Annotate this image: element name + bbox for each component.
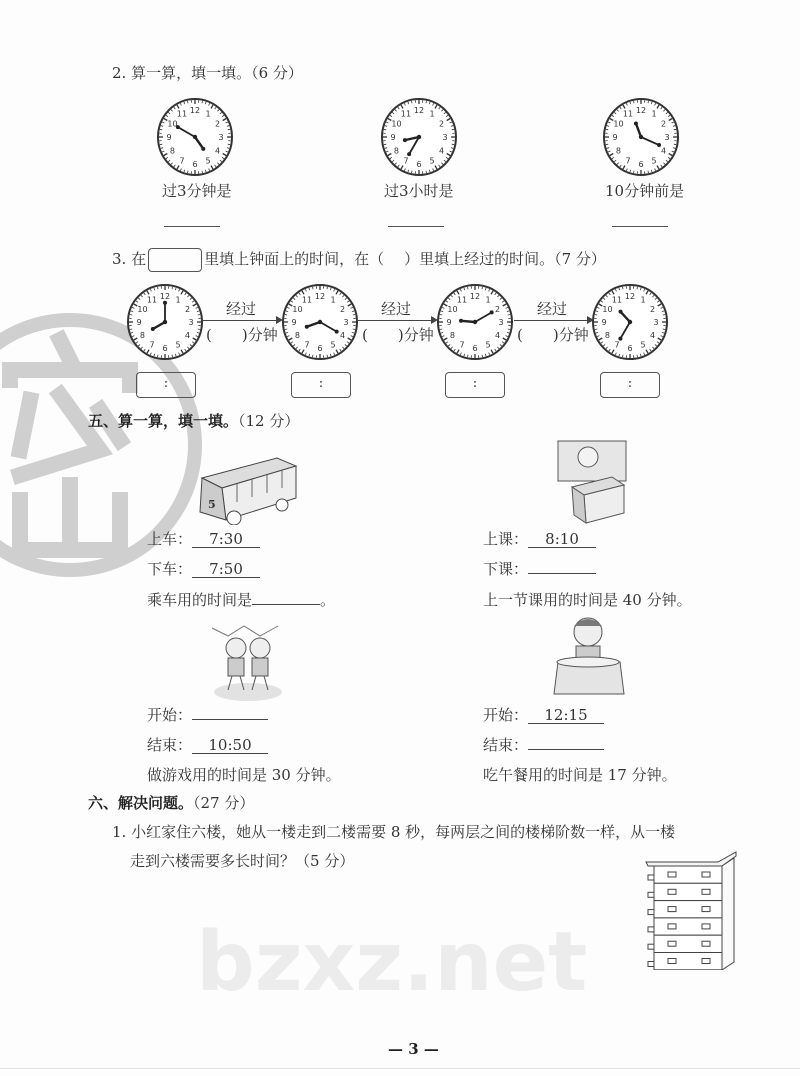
bus-alight-row: [147, 558, 260, 579]
clock-tick: [188, 101, 189, 103]
clock-tick: [327, 287, 328, 289]
bus-number: 5: [208, 498, 216, 511]
alight-time: 7:50: [192, 561, 260, 578]
clock-caption: 10分钟前是: [605, 182, 685, 200]
clock-numeral: 1: [330, 295, 336, 305]
clock-tick: [637, 287, 638, 289]
lunch-start-row: [483, 704, 604, 725]
building-floor: [654, 918, 722, 935]
clock-face: [156, 97, 234, 177]
time-answer-box[interactable]: :: [291, 372, 351, 398]
clock-numeral: 1: [651, 109, 657, 119]
clock-tick: [202, 101, 203, 103]
clock-tick: [606, 129, 608, 130]
clock-tick: [482, 355, 483, 357]
clock-tick: [412, 101, 413, 103]
clock-numeral: 4: [184, 331, 191, 340]
building-stair: [648, 875, 654, 880]
lunch-end-label: 结束：: [483, 736, 529, 754]
clock-center: [639, 135, 643, 139]
minutes-blank[interactable]: ( )分钟: [206, 326, 278, 344]
arrow-label: 经过: [226, 300, 257, 318]
clock-face: [380, 97, 458, 177]
arrow: [203, 320, 281, 321]
board-label: 上车：: [147, 530, 193, 548]
clock-tick: [384, 144, 386, 145]
building-window: [668, 907, 676, 912]
question-2-title: 2. 算一算，填一填。（6 分）: [112, 64, 303, 82]
clock-numeral: 9: [291, 318, 297, 327]
clock-center: [318, 320, 322, 324]
site-watermark: bzxz.net: [196, 915, 588, 1010]
kid-eating-illustration: [550, 610, 628, 698]
arrow: [514, 320, 592, 321]
clock-tick: [327, 355, 328, 357]
clock-center: [163, 320, 167, 324]
q3-title-suffix: ）里填上经过的时间。（7 分）: [404, 250, 606, 268]
building-window: [702, 959, 710, 964]
clock-numeral: 1: [429, 109, 435, 119]
clock-numeral: 3: [442, 133, 448, 142]
clock-numeral: 4: [438, 146, 445, 156]
clock-numeral: 10: [292, 305, 303, 314]
clock-numeral: 9: [446, 318, 452, 327]
clock-numeral: 1: [485, 295, 491, 305]
bus-question-text: 乘车用的时间是: [147, 591, 253, 609]
clock-tick: [198, 315, 200, 316]
clock-face: [591, 283, 669, 361]
clock-tick: [198, 329, 200, 330]
clock-numeral: 10: [613, 119, 624, 129]
game-end-label: 结束：: [147, 736, 193, 754]
clock-center: [193, 135, 197, 139]
clock-numeral: 11: [400, 109, 412, 119]
clock-tick: [595, 315, 597, 316]
time-answer-box[interactable]: :: [600, 372, 660, 398]
clock-numeral: 9: [136, 318, 142, 327]
game-end-row: [147, 734, 268, 755]
building-window: [668, 941, 676, 946]
clock-numeral: 7: [625, 156, 631, 166]
answer-line[interactable]: [164, 226, 220, 227]
building-stair: [648, 910, 654, 915]
clock-tick: [674, 144, 676, 145]
building-roof: [646, 852, 736, 866]
arrow-label: 经过: [381, 300, 412, 318]
clock-numeral: 9: [390, 133, 396, 142]
clock-numeral: 8: [604, 331, 611, 340]
clock-caption: 过3小时是: [384, 182, 454, 200]
hour-hand-tip: [305, 325, 309, 329]
arrow: [358, 320, 436, 321]
clock-tick: [452, 129, 454, 130]
bus-question: [147, 589, 335, 610]
clock-numeral: 11: [622, 109, 634, 119]
clock-numeral: 6: [472, 344, 478, 353]
clock-tick: [634, 171, 635, 173]
clock-numeral: 4: [494, 331, 501, 340]
clock-center: [473, 320, 477, 324]
clock-numeral: 10: [391, 119, 402, 129]
clock-numeral: 10: [167, 119, 178, 129]
minute-hand-tip: [490, 310, 494, 314]
clock-tick: [663, 329, 665, 330]
building-window: [668, 872, 676, 877]
building-window: [668, 924, 676, 929]
clock-numeral: 3: [498, 318, 504, 327]
clock-tick: [595, 329, 597, 330]
section-6-title: [88, 792, 254, 813]
clock-numeral: 7: [179, 156, 185, 166]
clock-numeral: 11: [456, 295, 468, 305]
class-start-label: 上课：: [483, 530, 529, 548]
clock-numeral: 12: [469, 292, 481, 301]
clock-numeral: 6: [638, 160, 644, 169]
clock-numeral: 2: [184, 305, 191, 314]
clock-numeral: 7: [149, 340, 155, 350]
building-floor: [654, 901, 722, 918]
building-stair: [648, 927, 654, 932]
q3-title-prefix: 3. 在: [112, 250, 147, 268]
clock-numeral: 8: [139, 331, 146, 340]
clock-tick: [426, 101, 427, 103]
clock-tick: [440, 329, 442, 330]
class-end-label: 下课：: [483, 560, 529, 578]
clock-tick: [158, 355, 159, 357]
clock-numeral: 5: [651, 156, 657, 166]
clock-numeral: 12: [413, 106, 425, 115]
building-window: [702, 941, 710, 946]
clock-numeral: 5: [485, 340, 491, 350]
clock-numeral: 1: [640, 295, 646, 305]
clock-tick: [674, 129, 676, 130]
class-end-blank[interactable]: [528, 573, 596, 574]
page-number: — 3 —: [388, 1040, 439, 1058]
clock-numeral: 11: [176, 109, 188, 119]
clock-numeral: 8: [615, 146, 622, 156]
hour-hand-tip: [634, 121, 638, 125]
clock-tick: [412, 171, 413, 173]
clock-tick: [228, 144, 230, 145]
building-window: [702, 872, 710, 877]
class-start-row: [483, 528, 596, 549]
clock-face: [126, 283, 204, 361]
problem-1-line-1: 1. 小红家住六楼，她从一楼走到二楼需要 8 秒，每两层之间的楼梯阶数一样，从一楼: [112, 823, 676, 841]
clock-numeral: 12: [189, 106, 201, 115]
clock-tick: [623, 287, 624, 289]
clock-numeral: 1: [175, 295, 181, 305]
clock-numeral: 2: [649, 305, 656, 314]
clock-tick: [482, 287, 483, 289]
class-statement: 上一节课用的时间是 40 分钟。: [483, 591, 692, 609]
clock-numeral: 11: [146, 295, 158, 305]
clock-numeral: 9: [166, 133, 172, 142]
class-start-time: 8:10: [528, 531, 596, 548]
building-window: [702, 924, 710, 929]
clock-tick: [648, 171, 649, 173]
lunch-end-blank[interactable]: [528, 749, 604, 750]
minutes-blank[interactable]: ( )分钟: [517, 326, 589, 344]
clock-numeral: 7: [403, 156, 409, 166]
clock-face: [436, 283, 514, 361]
clock-numeral: 2: [339, 305, 346, 314]
clock-tick: [202, 171, 203, 173]
alight-label: 下车：: [147, 560, 193, 578]
clock-numeral: 3: [343, 318, 349, 327]
clock-numeral: 11: [611, 295, 623, 305]
bus-question-end: 。: [320, 591, 336, 609]
clock-numeral: 10: [447, 305, 458, 314]
clock-numeral: 7: [304, 340, 310, 350]
question-3-title: [112, 248, 606, 272]
hour-hand-tip: [403, 138, 407, 142]
clock-numeral: 6: [317, 344, 323, 353]
clock-numeral: 11: [301, 295, 313, 305]
section-5-score: （12 分）: [238, 412, 300, 430]
clock-numeral: 4: [649, 331, 656, 340]
building-window: [668, 889, 676, 894]
clock-numeral: 5: [640, 340, 646, 350]
clock-numeral: 12: [635, 106, 647, 115]
clock-numeral: 5: [330, 340, 336, 350]
clock-tick: [160, 129, 162, 130]
time-answer-box[interactable]: :: [445, 372, 505, 398]
clock-numeral: 12: [624, 292, 636, 301]
game-statement: 做游戏用的时间是 30 分钟。: [147, 766, 341, 784]
clock-tick: [130, 315, 132, 316]
minute-hand-tip: [163, 301, 167, 305]
answer-line[interactable]: [612, 226, 668, 227]
lunch-start-label: 开始：: [483, 706, 529, 724]
clock-tick: [353, 329, 355, 330]
arrow-label: 经过: [537, 300, 568, 318]
building-window: [668, 959, 676, 964]
building-stair: [648, 892, 654, 897]
clock-tick: [452, 144, 454, 145]
building-stair: [648, 962, 654, 967]
bus-board-row: [147, 528, 260, 549]
clock-tick: [508, 315, 510, 316]
clock-numeral: 7: [614, 340, 620, 350]
building-floor: [654, 935, 722, 952]
clock-face: [281, 283, 359, 361]
clock-numeral: 2: [438, 119, 445, 129]
building-stair: [648, 944, 654, 949]
game-end-time: 10:50: [192, 737, 268, 754]
clock-tick: [634, 101, 635, 103]
clock-tick: [285, 329, 287, 330]
clock-numeral: 5: [429, 156, 435, 166]
clock-caption: 过3分钟是: [162, 182, 232, 200]
clock-numeral: 7: [459, 340, 465, 350]
clock-tick: [468, 287, 469, 289]
clock-numeral: 8: [294, 331, 301, 340]
clock-numeral: 9: [612, 133, 618, 142]
clock-numeral: 9: [601, 318, 607, 327]
clock-tick: [172, 287, 173, 289]
building-floor: [654, 883, 722, 900]
kids-playing-illustration: [208, 618, 288, 702]
building-floor: [654, 866, 722, 883]
clock-tick: [160, 144, 162, 145]
clock-numeral: 10: [602, 305, 613, 314]
clock-numeral: 3: [218, 133, 224, 142]
clock-tick: [353, 315, 355, 316]
page-bottom-edge: [0, 1068, 800, 1069]
time-answer-box[interactable]: :: [136, 372, 196, 398]
clock-numeral: 6: [627, 344, 633, 353]
clock-numeral: 6: [192, 160, 198, 169]
clock-numeral: 5: [175, 340, 181, 350]
minute-hand-tip: [335, 330, 339, 334]
building-window: [702, 889, 710, 894]
board-time: 7:30: [192, 531, 260, 548]
hour-hand-tip: [201, 147, 205, 151]
clock-tick: [508, 329, 510, 330]
building-side: [722, 858, 734, 970]
clock-tick: [648, 101, 649, 103]
clock-numeral: 10: [137, 305, 148, 314]
answer-line[interactable]: [388, 226, 444, 227]
clock-numeral: 6: [416, 160, 422, 169]
clock-numeral: 4: [339, 331, 346, 340]
section-5-title: [88, 410, 299, 431]
clock-numeral: 2: [494, 305, 501, 314]
clock-numeral: 4: [214, 146, 221, 156]
clock-tick: [663, 315, 665, 316]
clock-numeral: 12: [159, 292, 171, 301]
clock-tick: [285, 315, 287, 316]
hour-hand-tip: [619, 310, 623, 314]
section-6-heading: 六、解决问题。: [88, 794, 194, 812]
problem-1-line-2: 走到六楼需要多长时间？（5 分）: [130, 852, 355, 870]
game-start-blank[interactable]: [192, 719, 268, 720]
minutes-blank[interactable]: ( )分钟: [362, 326, 434, 344]
clock-numeral: 6: [162, 344, 168, 353]
clock-numeral: 3: [664, 133, 670, 142]
section-6-score: （27 分）: [193, 794, 255, 812]
clock-center: [628, 320, 632, 324]
lunch-start-time: 12:15: [528, 707, 604, 724]
clock-tick: [228, 129, 230, 130]
building-window: [702, 907, 710, 912]
clock-tick: [172, 355, 173, 357]
game-start-row: [147, 704, 268, 725]
clock-tick: [637, 355, 638, 357]
clock-tick: [426, 171, 427, 173]
box-sample: [148, 248, 202, 272]
building-illustration: [644, 850, 738, 970]
hour-hand-tip: [459, 319, 463, 323]
clock-numeral: 3: [653, 318, 659, 327]
clock-tick: [606, 144, 608, 145]
clock-tick: [130, 329, 132, 330]
q3-title-mid: 里填上钟面上的时间，在（: [204, 250, 385, 268]
clock-tick: [468, 355, 469, 357]
clock-numeral: 4: [660, 146, 667, 156]
clock-numeral: 8: [393, 146, 400, 156]
game-start-label: 开始：: [147, 706, 193, 724]
bus-illustration: [192, 450, 300, 525]
clock-tick: [440, 315, 442, 316]
class-end-row: [483, 558, 596, 579]
clock-numeral: 2: [214, 119, 221, 129]
clock-center: [417, 135, 421, 139]
clock-face: [602, 97, 680, 177]
hour-hand-tip: [151, 327, 155, 331]
clock-numeral: 5: [205, 156, 211, 166]
clock-tick: [158, 287, 159, 289]
building-floor: [654, 953, 722, 970]
clock-tick: [384, 129, 386, 130]
lunch-end-row: [483, 734, 604, 755]
lunch-statement: 吃午餐用的时间是 17 分钟。: [483, 766, 677, 784]
clock-numeral: 3: [188, 318, 194, 327]
clock-numeral: 2: [660, 119, 667, 129]
clock-tick: [313, 287, 314, 289]
clock-numeral: 1: [205, 109, 211, 119]
clock-numeral: 12: [314, 292, 326, 301]
section-5-heading: 五、算一算，填一填。: [88, 412, 239, 430]
clock-tick: [313, 355, 314, 357]
clock-numeral: 8: [449, 331, 456, 340]
clock-numeral: 8: [169, 146, 176, 156]
clock-tick: [623, 355, 624, 357]
clock-tick: [188, 171, 189, 173]
bus-duration-blank[interactable]: [252, 604, 320, 605]
teacher-illustration: [552, 437, 634, 525]
